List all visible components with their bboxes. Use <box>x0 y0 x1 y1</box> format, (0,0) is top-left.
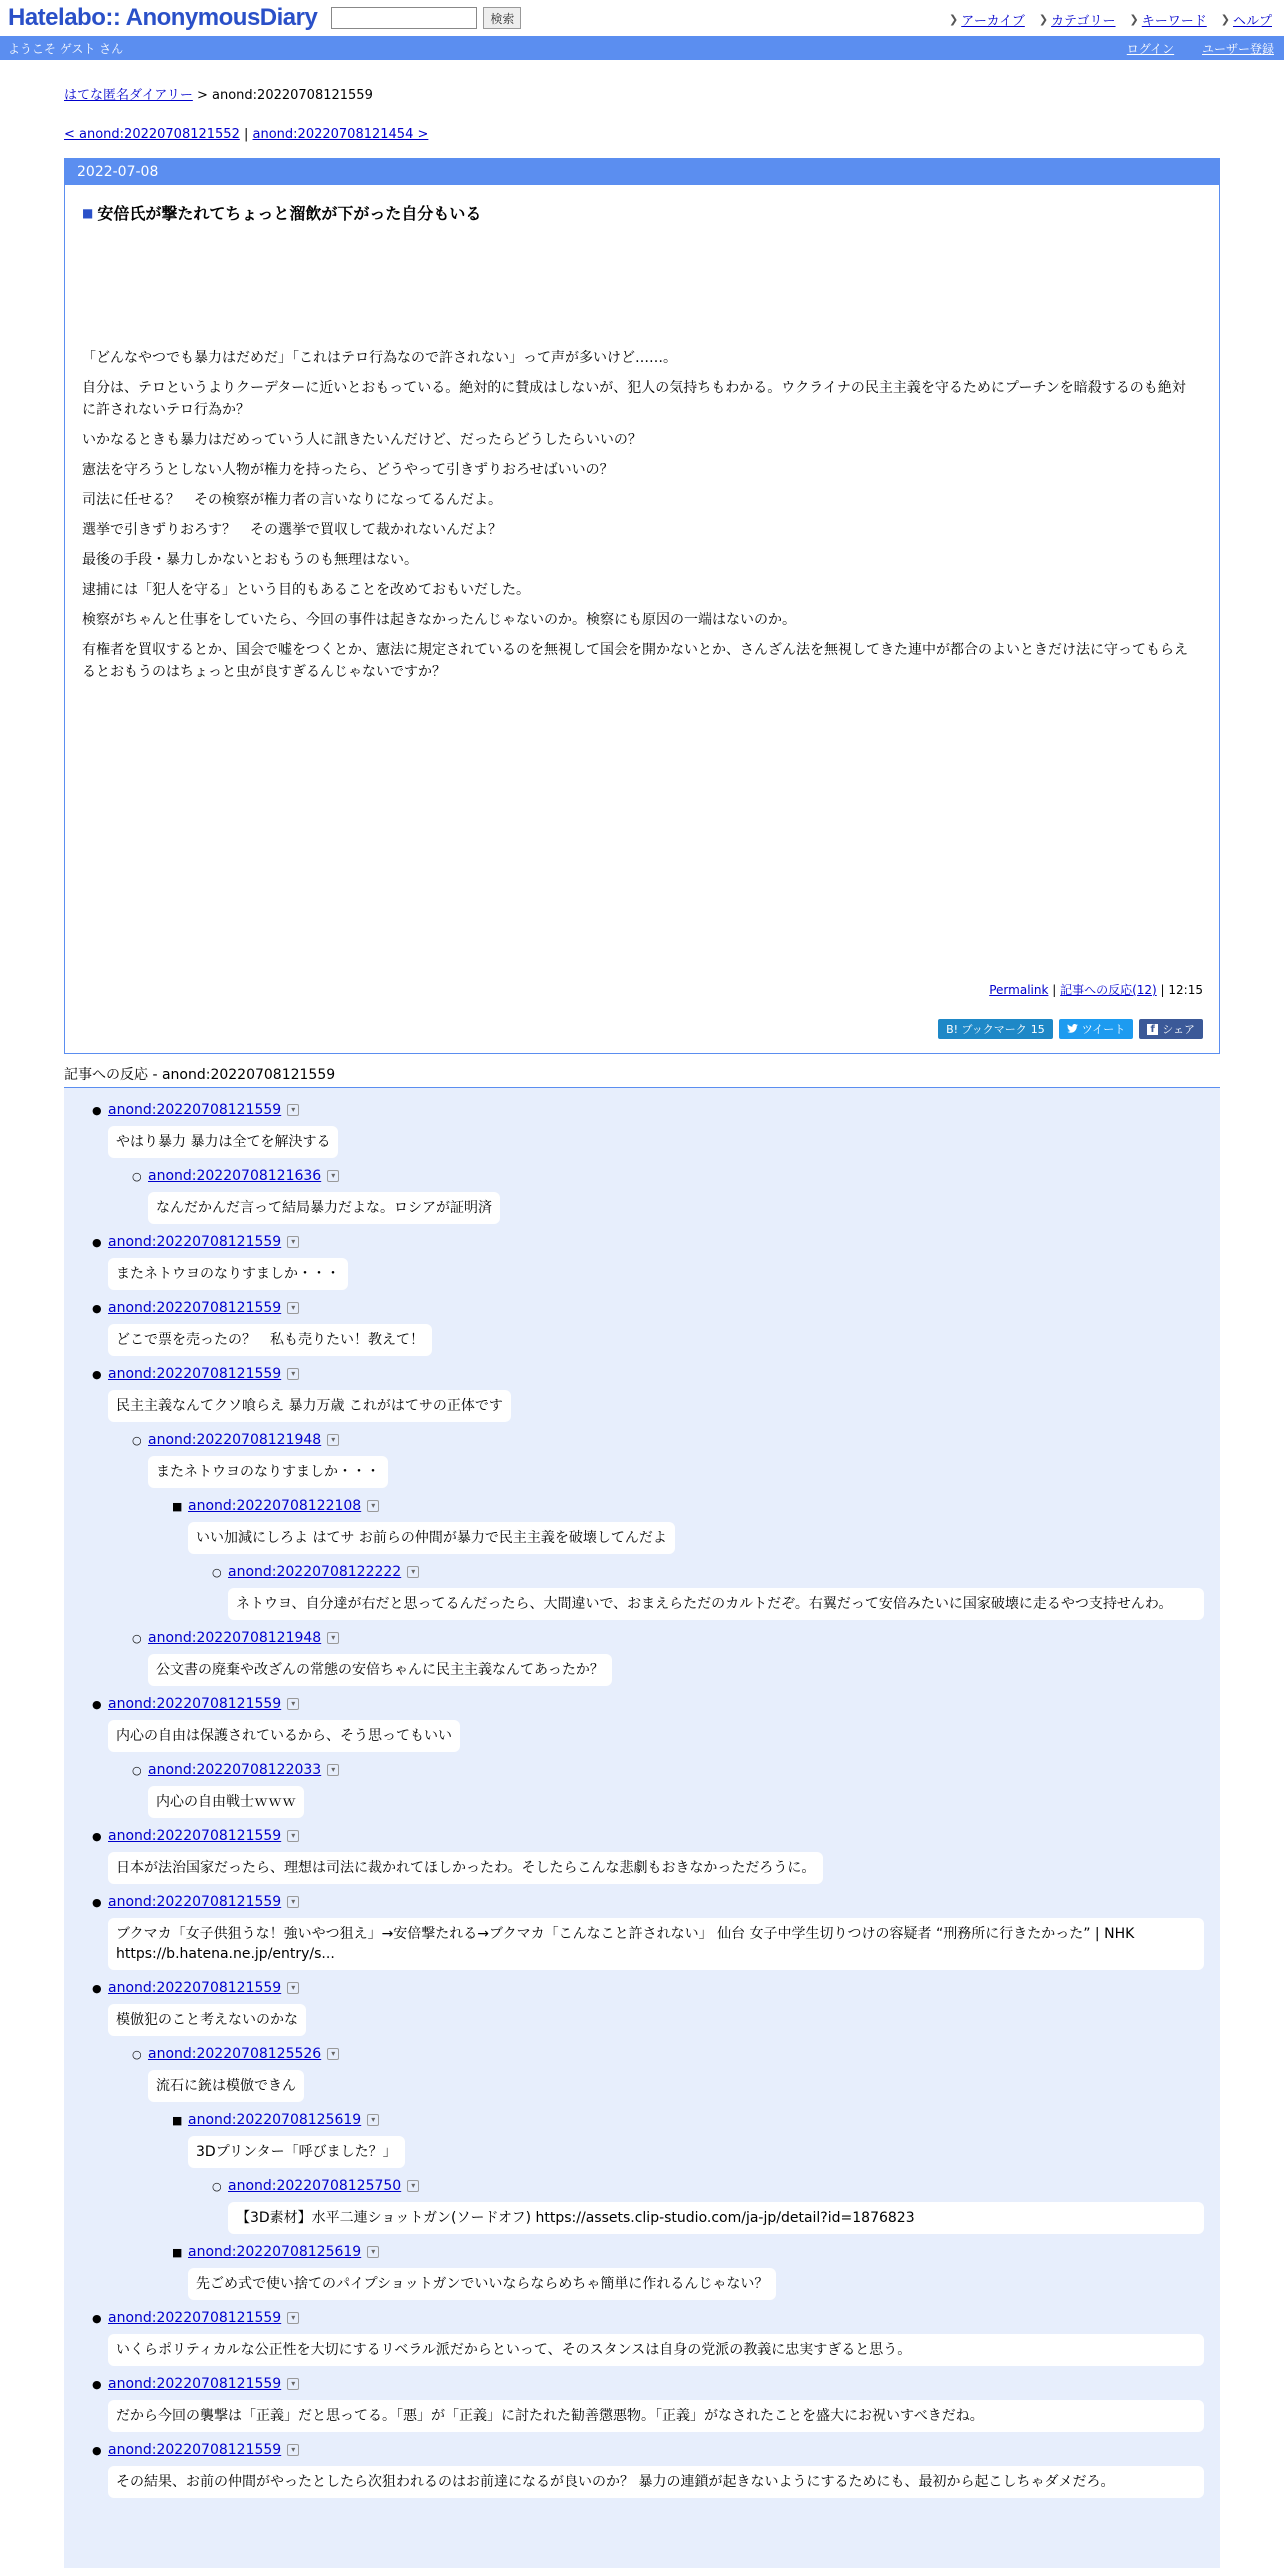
bullet-icon: ■ <box>172 2113 183 2127</box>
bookmark-count: 15 <box>1030 1022 1045 1036</box>
reaction-header <box>92 1232 1204 1252</box>
main-content <box>64 84 1220 2568</box>
entry-paragraph: いかなるときも暴力はだめっていう人に訊きたいんだけど、だったらどうしたらいいの？ <box>82 432 642 448</box>
breadcrumb-root[interactable]: はてな匿名ダイアリー <box>64 88 193 103</box>
reaction-item <box>92 1892 1204 1970</box>
reaction-header <box>92 1100 1204 1120</box>
reaction-text: 先ごめ式で使い捨てのパイプショットガンでいいならならめちゃ簡単に作れるんじゃない？ <box>188 2268 776 2300</box>
reaction-author-link[interactable]: anond:20220708121559 <box>108 1828 282 1844</box>
reaction-header <box>212 1562 1204 1582</box>
login-link[interactable]: ログイン <box>1126 42 1175 56</box>
bullet-icon: ● <box>92 2443 102 2457</box>
reaction-author-link[interactable]: anond:20220708125619 <box>188 2112 362 2128</box>
reaction-item <box>92 1694 1204 1752</box>
dropdown-icon[interactable]: ▾ <box>287 2312 299 2324</box>
reaction-text: 内心の自由戦士ｗｗｗ <box>148 1786 304 1818</box>
reaction-author-link[interactable]: anond:20220708122222 <box>228 1564 402 1580</box>
reaction-text: だから今回の襲撃は「正義」だと思ってる。「悪」が「正義」に討たれた勧善懲悪物。「正義」がなされたことを盛大にお祝いすべきだね。 <box>108 2400 1204 2432</box>
reaction-item <box>212 2176 1204 2234</box>
breadcrumb-current: anond:20220708121559 <box>212 88 373 103</box>
welcome-bar <box>0 36 1284 60</box>
reaction-author-link[interactable]: anond:20220708121559 <box>108 1366 282 1382</box>
entry-paragraph: 選挙で引きずりおろす？ その選挙で買収して裁かれないんだよ？ <box>82 522 502 538</box>
breadcrumb-separator: > <box>192 88 213 103</box>
reaction-text: 日本が法治国家だったら、理想は司法に裁かれてほしかったわ。そしたらこんな悲劇もおきなかっただろうに。 <box>108 1852 823 1884</box>
register-link[interactable]: ユーザー登録 <box>1201 42 1274 56</box>
reaction-author-link[interactable]: anond:20220708121559 <box>108 1234 282 1250</box>
reaction-author-link[interactable]: anond:20220708125750 <box>228 2178 402 2194</box>
bullet-icon: ○ <box>132 2047 142 2061</box>
bullet-icon: ● <box>92 1367 102 1381</box>
reaction-text: ブクマカ「女子供狙うな！強いやつ狙え」→安倍撃たれる→ブクマカ「こんなこと許されない」 仙台 女子中学生切りつけの容疑者 “刑務所に行きたかった” | NHK https://b.hatena.ne.jp/entry/s... <box>108 1918 1204 1970</box>
reaction-text: 3Dプリンター「呼びました？」 <box>188 2136 405 2168</box>
site-logo[interactable]: Hatelabo:: AnonymousDiary <box>8 4 318 31</box>
reaction-header <box>172 2242 1204 2262</box>
reactions-tree <box>64 1088 1220 2568</box>
bullet-icon: ● <box>92 1301 102 1315</box>
bullet-icon: ○ <box>132 1433 142 1447</box>
entry-paragraph: 最後の手段・暴力しかないとおもうのも無理はない。 <box>82 552 418 568</box>
entry-paragraph: 逮捕には「犯人を守る」という目的もあることを改めておもいだした。 <box>82 582 530 598</box>
reaction-author-link[interactable]: anond:20220708122108 <box>188 1498 362 1514</box>
reaction-author-link[interactable]: anond:20220708121948 <box>148 1630 322 1646</box>
reaction-text: 公文書の廃棄や改ざんの常態の安倍ちゃんに民主主義なんてあったか？ <box>148 1654 612 1686</box>
reaction-author-link[interactable]: anond:20220708121559 <box>108 1894 282 1910</box>
reactions-title: 記事への反応 - anond:20220708121559 <box>64 1064 1220 1088</box>
dropdown-icon[interactable]: ▾ <box>367 1500 379 1512</box>
dropdown-icon[interactable]: ▾ <box>287 1698 299 1710</box>
reaction-text: いくらポリティカルな公正性を大切にするリベラル派だからといって、そのスタンスは自身の党派の教義に忠実すぎると思う。 <box>108 2334 1204 2366</box>
entry-paragraph: 有権者を買収するとか、国会で嘘をつくとか、憲法に規定されているのを無視して国会を開かないとか、さんざん法を無視してきた連中が都合のよいときだけ法に守ってもらえるとおもうのはちょっと虫が良すぎるんじゃないですか？ <box>82 642 1188 680</box>
pager-separator: | <box>239 127 253 142</box>
meta-separator: | <box>1048 983 1061 997</box>
dropdown-icon[interactable]: ▾ <box>287 1104 299 1116</box>
hatena-bookmark-label: B! ブックマーク <box>946 1023 1027 1036</box>
entry-paragraph: 「どんなやつでも暴力はだめだ」「これはテロ行為なので許されない」って声が多いけど……。 <box>82 350 677 366</box>
entry-date: 2022-07-08 <box>65 159 1219 185</box>
reaction-item <box>132 1760 1204 1818</box>
reaction-author-link[interactable]: anond:20220708121559 <box>108 1300 282 1316</box>
dropdown-icon[interactable]: ▾ <box>407 2180 419 2192</box>
welcome-text: ようこそ ゲスト さん <box>8 41 124 56</box>
bullet-icon: ● <box>92 1103 102 1117</box>
bullet-icon: ● <box>92 1697 102 1711</box>
reaction-header <box>92 1694 1204 1714</box>
chevron-right-icon: ❯ <box>1129 13 1139 26</box>
dropdown-icon[interactable]: ▾ <box>327 1170 339 1182</box>
reaction-header <box>92 1826 1204 1846</box>
nav-archive-link[interactable]: アーカイブ <box>961 14 1025 29</box>
dropdown-icon[interactable]: ▾ <box>287 1302 299 1314</box>
reactions-link[interactable]: 記事への反応(12) <box>1060 983 1157 997</box>
bullet-icon: ○ <box>132 1169 142 1183</box>
reaction-text: 民主主義なんてクソ喰らえ 暴力万歳 これがはてサの正体です <box>108 1390 511 1422</box>
reaction-text: 【3D素材】水平二連ショットガン(ソードオフ) https://assets.clip-studio.com/ja-jp/detail?id=1876823 <box>228 2202 1204 2234</box>
dropdown-icon[interactable]: ▾ <box>327 1632 339 1644</box>
reaction-text: いい加減にしろよ はてサ お前らの仲間が暴力で民主主義を破壊してんだよ <box>188 1522 675 1554</box>
bullet-icon: ○ <box>212 2179 222 2193</box>
bullet-icon: ● <box>92 1981 102 1995</box>
reaction-header <box>92 1978 1204 1998</box>
dropdown-icon[interactable]: ▾ <box>287 1896 299 1908</box>
reaction-header <box>92 2374 1204 2394</box>
tweet-button[interactable] <box>1059 1019 1133 1039</box>
reaction-header <box>132 1628 1204 1648</box>
entry-time: | 12:15 <box>1156 983 1203 997</box>
reaction-text: 模倣犯のこと考えないのかな <box>108 2004 306 2036</box>
reaction-author-link[interactable]: anond:20220708121559 <box>108 2376 282 2392</box>
reaction-item <box>92 1826 1204 1884</box>
search-input[interactable] <box>331 7 477 29</box>
reaction-author-link[interactable]: anond:20220708125526 <box>148 2046 322 2062</box>
reaction-header <box>92 1892 1204 1912</box>
nav-category[interactable] <box>1039 10 1116 29</box>
twitter-bird-icon <box>1067 1023 1078 1036</box>
reaction-item <box>92 1232 1204 1290</box>
entry-paragraph: 自分は、テロというよりクーデターに近いとおもっている。絶対的に賛成はしないが、犯人の気持ちもわかる。ウクライナの民主主義を守るためにプーチンを暗殺するのも絶対に許されないテロ行為か？ <box>82 380 1186 418</box>
entry-card <box>64 158 1220 1054</box>
reaction-text: 内心の自由は保護されているから、そう思ってもいい <box>108 1720 460 1752</box>
permalink[interactable]: Permalink <box>989 983 1049 997</box>
reaction-item <box>132 1628 1204 1686</box>
bullet-icon: ● <box>92 2311 102 2325</box>
reaction-item <box>172 2242 1204 2300</box>
bullet-icon: ● <box>92 2377 102 2391</box>
dropdown-icon[interactable]: ▾ <box>287 2444 299 2456</box>
share-buttons <box>938 1019 1203 1039</box>
square-icon[interactable]: ■ <box>82 205 94 220</box>
entry-pager <box>64 127 1220 142</box>
entry-meta <box>989 981 1203 998</box>
dropdown-icon[interactable]: ▾ <box>367 2114 379 2126</box>
reaction-item <box>132 1430 1204 1488</box>
reaction-author-link[interactable]: anond:20220708121559 <box>108 2310 282 2326</box>
reaction-author-link[interactable]: anond:20220708121948 <box>148 1432 322 1448</box>
entry-paragraph: 検察がちゃんと仕事をしていたら、今回の事件は起きなかったんじゃないのか。検察にも原因の一端はないのか。 <box>82 612 796 628</box>
top-nav <box>949 10 1272 29</box>
reaction-list <box>64 1100 1204 2498</box>
reaction-item <box>92 2308 1204 2366</box>
dropdown-icon[interactable]: ▾ <box>327 1434 339 1446</box>
dropdown-icon[interactable]: ▾ <box>287 1368 299 1380</box>
breadcrumb <box>64 84 1220 103</box>
reaction-text: 流石に銃は模倣できん <box>148 2070 304 2102</box>
reaction-item <box>132 1166 1204 1224</box>
reaction-item <box>212 1562 1204 1620</box>
reaction-text: またネトウヨのなりすましか・・・ <box>148 1456 388 1488</box>
bullet-icon: ■ <box>172 2245 183 2259</box>
reaction-item <box>172 2110 1204 2168</box>
entry-paragraph: 憲法を守ろうとしない人物が権力を持ったら、どうやって引きずりおろせばいいの？ <box>82 462 614 478</box>
nav-keyword-link[interactable]: キーワード <box>1141 14 1207 29</box>
bullet-icon: ● <box>92 1829 102 1843</box>
reaction-header <box>92 2308 1204 2328</box>
dropdown-icon[interactable]: ▾ <box>287 2378 299 2390</box>
reaction-header <box>172 2110 1204 2130</box>
bullet-icon: ○ <box>132 1763 142 1777</box>
reaction-item <box>172 1496 1204 1554</box>
chevron-right-icon: ❯ <box>949 13 959 26</box>
dropdown-icon[interactable]: ▾ <box>327 1764 339 1776</box>
dropdown-icon[interactable]: ▾ <box>367 2246 379 2258</box>
entry-body <box>82 347 1199 691</box>
reaction-author-link[interactable]: anond:20220708122033 <box>148 1762 322 1778</box>
hatena-bookmark-button[interactable] <box>938 1019 1053 1039</box>
reaction-header <box>132 1430 1204 1450</box>
reaction-author-link[interactable]: anond:20220708121559 <box>108 1696 282 1712</box>
entry-title-text: 安倍氏が撃たれてちょっと溜飲が下がった自分もいる <box>97 204 482 223</box>
reaction-text: やはり暴力 暴力は全てを解決する <box>108 1126 338 1158</box>
reaction-item <box>92 1100 1204 1158</box>
reaction-header <box>212 2176 1204 2196</box>
reaction-header <box>92 2440 1204 2460</box>
nav-help-link[interactable]: ヘルプ <box>1232 14 1272 29</box>
reaction-header <box>172 1496 1204 1516</box>
reaction-item <box>92 1364 1204 1422</box>
facebook-icon: f <box>1147 1024 1158 1035</box>
bullet-icon: ● <box>92 1895 102 1909</box>
next-entry-link[interactable]: anond:20220708121454 > <box>252 127 429 142</box>
reaction-text: どこで票を売ったの？ 私も売りたい！教えて！ <box>108 1324 432 1356</box>
dropdown-icon[interactable]: ▾ <box>327 2048 339 2060</box>
reaction-header <box>132 1166 1204 1186</box>
facebook-share-label: シェア <box>1162 1023 1195 1036</box>
reaction-item <box>92 1978 1204 2036</box>
header <box>0 0 1284 36</box>
reaction-text: またネトウヨのなりすましか・・・ <box>108 1258 348 1290</box>
bullet-icon: ● <box>92 1235 102 1249</box>
nav-keyword[interactable] <box>1130 10 1207 29</box>
reaction-text: ネトウヨ、自分達が右だと思ってるんだったら、大間違いで、おまえらただのカルトだぞ。右翼だって安倍みたいに国家破壊に走るやつ支持せんわ。 <box>228 1588 1204 1620</box>
reaction-author-link[interactable]: anond:20220708121559 <box>108 1102 282 1118</box>
bullet-icon: ○ <box>212 1565 222 1579</box>
reaction-header <box>132 2044 1204 2064</box>
reaction-item <box>132 2044 1204 2102</box>
reaction-text: その結果、お前の仲間がやったとしたら次狙われるのはお前達になるが良いのか？ 暴力の連鎖が起きないようにするためにも、最初から起こしちゃダメだろ。 <box>108 2466 1204 2498</box>
nav-help[interactable] <box>1221 10 1272 29</box>
reaction-author-link[interactable]: anond:20220708121636 <box>148 1168 322 1184</box>
dropdown-icon[interactable]: ▾ <box>287 1982 299 1994</box>
reaction-author-link[interactable]: anond:20220708121559 <box>108 1980 282 1996</box>
reaction-item <box>92 2440 1204 2498</box>
chevron-right-icon: ❯ <box>1038 13 1049 26</box>
reaction-author-link[interactable]: anond:20220708125619 <box>188 2244 362 2260</box>
entry-paragraph: 司法に任せる？ その検察が権力者の言いなりになってるんだよ。 <box>82 492 502 508</box>
reaction-header <box>92 1364 1204 1384</box>
reaction-header <box>132 1760 1204 1780</box>
bullet-icon: ○ <box>132 1631 142 1645</box>
prev-entry-link[interactable]: < anond:20220708121552 <box>64 127 240 142</box>
bullet-icon: ■ <box>172 1499 183 1513</box>
nav-archive[interactable] <box>949 10 1025 29</box>
reaction-item <box>92 2374 1204 2432</box>
reaction-text: なんだかんだ言って結局暴力だよな。ロシアが証明済 <box>148 1192 500 1224</box>
nav-category-link[interactable]: カテゴリー <box>1051 14 1116 29</box>
entry-title <box>82 201 1219 224</box>
reaction-header <box>92 1298 1204 1318</box>
tweet-label: ツイート <box>1081 1023 1126 1036</box>
reaction-author-link[interactable]: anond:20220708121559 <box>108 2442 282 2458</box>
dropdown-icon[interactable]: ▾ <box>407 1566 419 1578</box>
reaction-item <box>92 1298 1204 1356</box>
dropdown-icon[interactable]: ▾ <box>287 1830 299 1842</box>
dropdown-icon[interactable]: ▾ <box>287 1236 299 1248</box>
facebook-share-button[interactable] <box>1139 1019 1203 1039</box>
chevron-right-icon: ❯ <box>1220 13 1230 26</box>
search-button[interactable]: 検索 <box>483 7 521 29</box>
